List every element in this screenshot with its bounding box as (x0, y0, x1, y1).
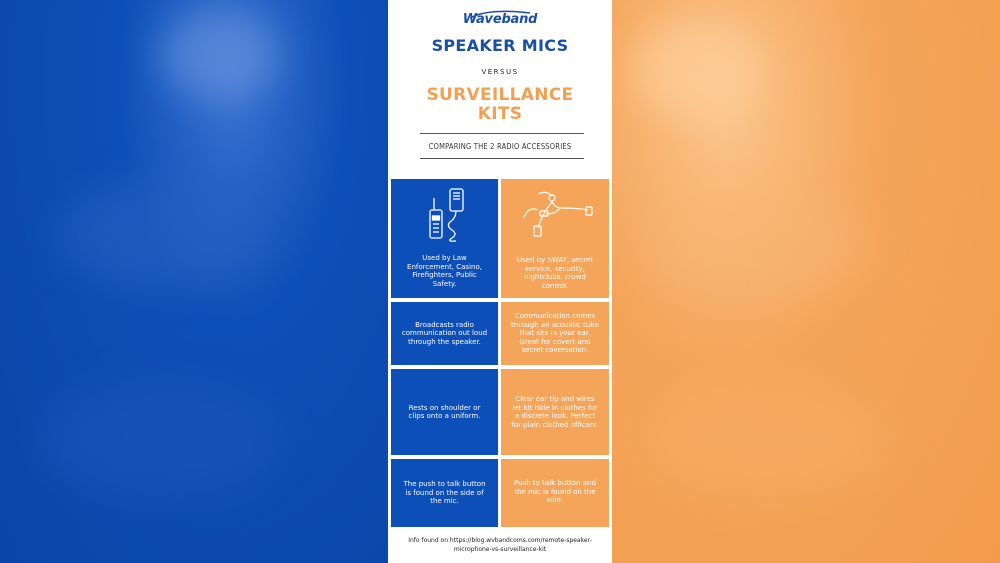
source-footer (388, 536, 612, 554)
surveillance-card-3 (501, 369, 609, 455)
speaker-mic-point-4: The push to talk button is found on the side of the mic. (403, 480, 486, 506)
speaker-mic-card-2 (391, 302, 498, 365)
surveillance-point-1: Used by SWAT, secret service, security, nightclubs, crowd control. (516, 256, 594, 290)
title-speaker-mics: SPEAKER MICS (431, 36, 569, 55)
source-line-1: Info found on https://blog.wvbandcoms.com/remote-speaker- (408, 537, 592, 544)
logo-text: Waveband (462, 12, 538, 27)
radio-speaker-mic-icon (426, 186, 468, 244)
speaker-mic-point-1: Used by Law Enforcement, Casino, Firefighters, Public Safety. (407, 254, 482, 288)
title-surveillance-kits (388, 86, 612, 124)
speaker-mic-card-4 (391, 459, 498, 527)
speaker-mic-point-3: Rests on shoulder or clips onto a uniform. (408, 403, 481, 420)
surveillance-card-4 (501, 459, 609, 527)
surveillance-point-2: Communication comes through an acoustic tube that sits in your ear. Great for covert and secret coversation. (511, 312, 599, 355)
logo-swoosh-icon (468, 10, 532, 20)
surveillance-card-2 (501, 302, 609, 365)
divider-bottom (420, 158, 584, 159)
speaker-mic-card-3 (391, 369, 498, 455)
waveband-logo (388, 8, 612, 27)
blurred-background-left (0, 0, 388, 563)
versus-label: VERSUS (481, 68, 519, 76)
title-surveillance-line2: KITS (477, 104, 523, 124)
earpiece-kit-icon (516, 188, 596, 240)
surveillance-point-3: Clear ear tip and wires let kit hide in clothes for a discrete look. Perfect for plain clothed officers. (511, 395, 599, 429)
subtitle: COMPARING THE 2 RADIO ACCESSORIES (428, 142, 572, 151)
surveillance-point-4: Push to talk button and the mic is found on the wire. (514, 479, 596, 504)
infographic-panel (388, 0, 612, 563)
divider-top (420, 133, 584, 134)
blurred-background-right (612, 0, 1000, 563)
speaker-mic-point-2: Broadcasts radio communication out loud through the speaker. (401, 320, 488, 346)
source-line-2: microphone-vs-surveillance-kit (453, 546, 547, 553)
title-surveillance-line1: SURVEILLANCE (426, 85, 574, 105)
